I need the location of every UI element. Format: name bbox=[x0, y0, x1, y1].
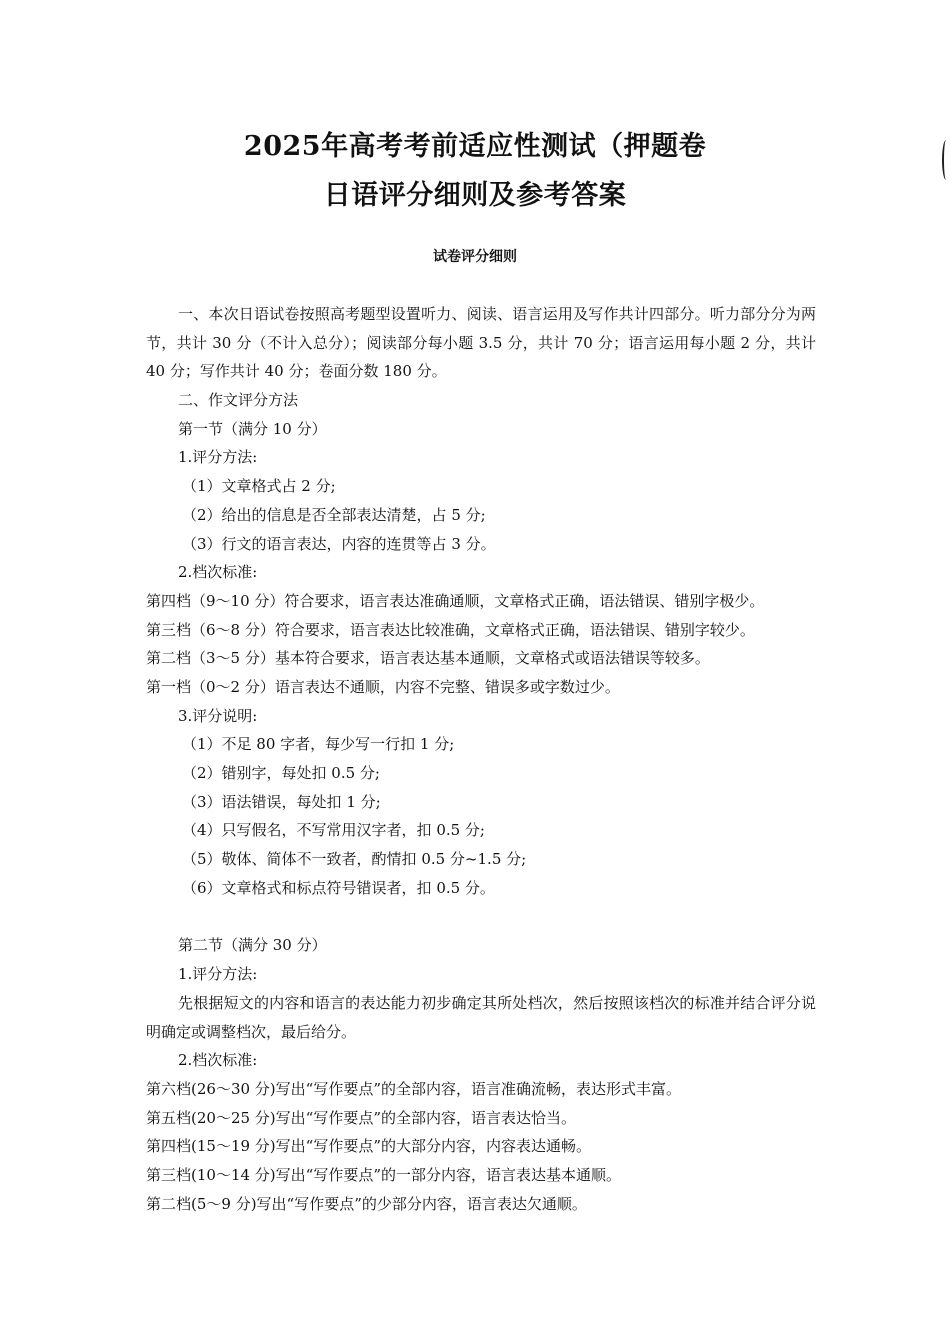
part2-grade-heading: 2.档次标准: bbox=[178, 1051, 258, 1070]
part1-heading: 第一节（满分 10 分） bbox=[178, 419, 327, 438]
part1-method-item: （2）给出的信息是否全部表达清楚，占 5 分; bbox=[182, 505, 486, 524]
part2-grade-item: 第四档(15～19 分)写出“写作要点”的大部分内容，内容表达通畅。 bbox=[146, 1137, 591, 1156]
part1-grade-item: 第一档（0～2 分）语言表达不通顺，内容不完整、错误多或字数过少。 bbox=[146, 677, 620, 696]
part1-note-item: （1）不足 80 字者，每少写一行扣 1 分; bbox=[182, 735, 455, 754]
section-heading: 二、作文评分方法 bbox=[178, 391, 299, 410]
part2-grade-item: 第二档(5～9 分)写出“写作要点”的少部分内容，语言表达欠通顺。 bbox=[146, 1194, 587, 1213]
part1-grade-item: 第四档（9～10 分）符合要求，语言表达准确通顺，文章格式正确，语法错误、错别字极少。 bbox=[146, 591, 765, 610]
part1-grade-item: 第二档（3～5 分）基本符合要求，语言表达基本通顺，文章格式或语法错误等较多。 bbox=[146, 649, 710, 668]
section-subtitle: 试卷评分细则 bbox=[433, 249, 517, 265]
part1-note-item: （2）错别字，每处扣 0.5 分; bbox=[182, 764, 380, 783]
part2-grade-item: 第三档(10～14 分)写出“写作要点”的一部分内容，语言表达基本通顺。 bbox=[146, 1166, 621, 1185]
section-spacer bbox=[146, 902, 816, 931]
part1-method-item: （3）行文的语言表达，内容的连贯等占 3 分。 bbox=[182, 534, 496, 553]
document-title: 2025年高考考前适应性测试（押题卷 bbox=[243, 131, 707, 162]
part1-note-item: （4）只写假名，不写常用汉字者，扣 0.5 分; bbox=[182, 821, 485, 840]
part2-method-heading: 1.评分方法: bbox=[178, 965, 258, 984]
part1-note-item: （6）文章格式和标点符号错误者，扣 0.5 分。 bbox=[182, 878, 495, 897]
part1-method-item: （1）文章格式占 2 分; bbox=[182, 477, 336, 496]
part1-note-item: （5）敬体、简体不一致者，酌情扣 0.5 分~1.5 分; bbox=[182, 850, 527, 869]
part2-method-text: 先根据短文的内容和语言的表达能力初步确定其所处档次，然后按照该档次的标准并结合评分说明确定或调整档次，最后给分。 bbox=[146, 993, 816, 1041]
part1-method-heading: 1.评分方法: bbox=[178, 448, 258, 467]
document-title-line2: 日语评分细则及参考答案 bbox=[323, 180, 627, 211]
part2-heading: 第二节（满分 30 分） bbox=[178, 936, 327, 955]
document-body bbox=[146, 300, 816, 1218]
part1-note-heading: 3.评分说明: bbox=[178, 706, 258, 725]
part2-grade-item: 第六档(26～30 分)写出“写作要点”的全部内容，语言准确流畅，表达形式丰富。 bbox=[146, 1079, 681, 1098]
part1-grade-heading: 2.档次标准: bbox=[178, 563, 258, 582]
intro-paragraph: 一、本次日语试卷按照高考题型设置听力、阅读、语言运用及写作共计四部分。听力部分分为两节，共计 30 分（不计入总分）；阅读部分每小题 3.5 分，共计 70 分；语言运用每小题 2 分，共计 40 分；写作共计 40 分；卷面分数 180 分。 bbox=[146, 305, 816, 381]
part1-grade-item: 第三档（6～8 分）符合要求，语言表达比较准确，文章格式正确，语法错误、错别字较少。 bbox=[146, 620, 755, 639]
part2-grade-item: 第五档(20～25 分)写出“写作要点”的全部内容，语言表达恰当。 bbox=[146, 1108, 576, 1127]
part1-note-item: （3）语法错误，每处扣 1 分; bbox=[182, 792, 381, 811]
